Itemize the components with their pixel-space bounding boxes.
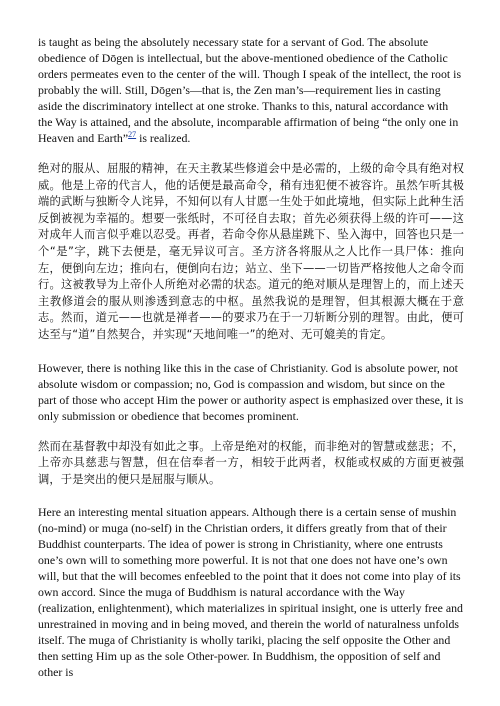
paragraph-text: is taught as being the absolutely necessary state for a servant of God. The absolute obedience of Dōgen is intellectual, but the above-mentioned obedience of the Catholic orders permeates even to the center of the will. Though I speak of the intellect, the root is probably the will. Still, Dōgen’s—that is, the Zen man’s—requirement lies in casting aside the discriminatory intellect at one stroke. Thanks to this, natural accordance with the Way is attained, and the absolute, incomparable affirmation of being “the only one in Heaven and Earth”	[38, 35, 462, 145]
paragraph-english-2: However, there is nothing like this in the case of Christianity. God is absolute power, not absolute wisdom or compassion; no, God is compassion and wisdom, but since on the part of those who accept Him the power or authority aspect is emphasized over these, it is only submission or obedience that becomes prominent.	[38, 360, 464, 423]
paragraph-chinese-1: 绝对的服从、屈服的精神，在天主教某些修道会中是必需的，上级的命令具有绝对权威。他是上帝的代言人，他的话便是最高命令，稍有违犯便不被容许。虽然乍听其极端的武断与独断令人诧异，不知何以有人甘愿一生处于如此境地，但实际上此种生活反倒被视为幸福的。想要一张纸时，不可径自去取；首先必须获得上级的许可——这对成年人而言似乎难以忍受。再者，若命令你从悬崖跳下、坠入海中，回答也只是一个“是”字，跳下去便是，毫无异议可言。圣方济各将服从之人比作一具尸体：推向左，便倒向左边；推向右，便倒向右边；站立、坐下——一切皆严格按他人之命令而行。这被教导为上帝仆人所绝对必需的状态。道元的绝对顺从是理智上的，而上述天主教修道会的服从则渗透到意志的中枢。虽然我说的是理智，但其根源大概在于意志。然而，道元——也就是禅者——的要求乃在于一刀斩断分别的理智。由此，便可达至与“道”自然契合，并实现“天地间唯一”的绝对、无可媲美的肯定。	[38, 162, 464, 341]
paragraph-chinese-2: 然而在基督教中却没有如此之事。上帝是绝对的权能，而非绝对的智慧或慈悲；不，上帝亦具慈悲与智慧，但在信奉者一方，相较于此两者，权能或权威的方面更被强调，于是突出的便只是屈服与顺从。	[38, 439, 464, 486]
document-page	[38, 34, 464, 695]
footnote-link[interactable]: 27	[128, 130, 137, 140]
paragraph-english-1	[38, 34, 464, 146]
paragraph-english-3: Here an interesting mental situation appears. Although there is a certain sense of mushin (no-mind) or muga (no-self) in the Christian orders, it differs greatly from that of their Buddhist counterparts. The idea of power is strong in Christianity, where one entrusts one’s own will to something more powerful. It is not that one does not have one’s own will, but that the will becomes enfeebled to the point that it does not come into play of its own accord. Since the muga of Buddhism is natural accordance with the Way (realization, enlightenment), which materializes in spiritual insight, one is utterly free and unrestrained in moving and in being moved, and therein the world of naturalness unfolds itself. The muga of Christianity is wholly tariki, placing the self opposite the Other and then setting Him up as the sole Other-power. In Buddhism, the opposition of self and other is	[38, 505, 463, 680]
paragraph-text-end: is realized.	[136, 131, 191, 145]
